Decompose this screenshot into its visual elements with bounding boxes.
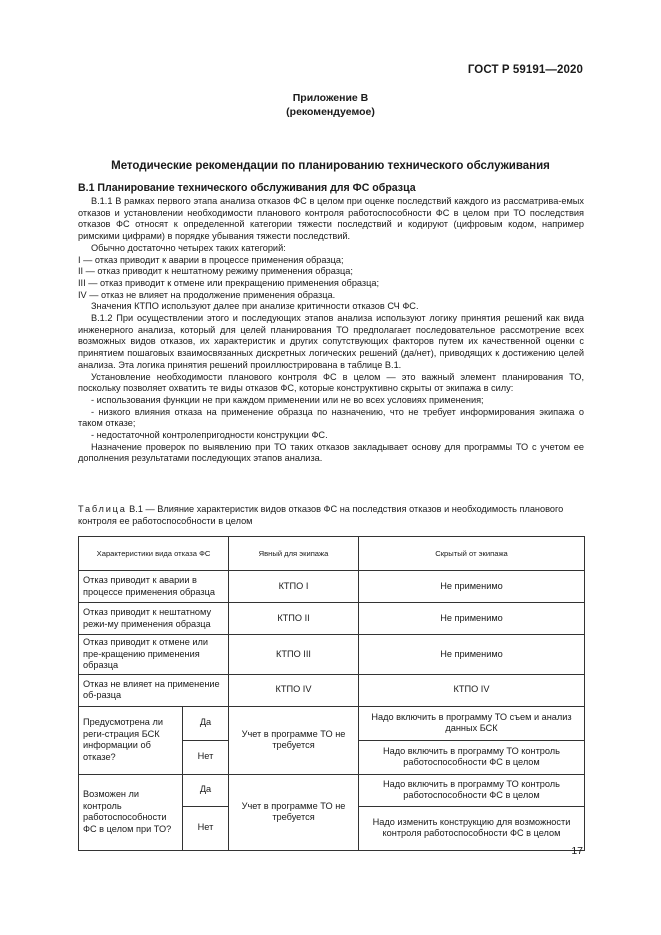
- table-cell: Не применимо: [359, 635, 585, 675]
- table-row: [79, 635, 585, 675]
- table-caption-prefix: Таблица: [78, 504, 127, 514]
- paragraph: В.1.1 В рамках первого этапа анализа отказов ФС в целом при оценке последствий каждого из рассматрива-емых отказов и установлении необходимости планового контроля работоспособности ФС в целом при ТО последствия отказов ФС относят к определенной категории тяжести последствий и кодируют (цифровым кодом, например римскими цифрами) в порядке убывания тяжести последствий.: [78, 196, 584, 242]
- table-cell: Не применимо: [359, 571, 585, 603]
- answer-no: Нет: [183, 806, 229, 850]
- main-title: Методические рекомендации по планированию технического обслуживания: [111, 160, 550, 172]
- table-cell: Отказ не влияет на применение об-разца: [79, 674, 229, 706]
- table-cell: Отказ приводит к отмене или пре-кращению применения образца: [79, 635, 229, 675]
- table-cell: КТПО IV: [359, 674, 585, 706]
- table-cell: Учет в программе ТО не требуется: [229, 774, 359, 850]
- paragraph: В.1.2 При осуществлении этого и последующих этапов анализа используют логику принятия решений как вида инженерного анализа, который для целей планирования ТО предполагает последовательное рассмотрение всех возможных видов отказов, их характеристик и других сопутствующих факторов путем их качественной оценки с принятием пошаговых взаимосвязанных дискретных логических решений (да/нет), приводящих к достижению целей анализа. Эта логика принятия решений проиллюстрирована в таблице В.1.: [78, 313, 584, 370]
- appendix-title: Приложение В: [292, 92, 369, 104]
- table-cell: Надо включить в программу ТО съем и анализ данных БСК: [359, 706, 585, 740]
- category-item: II — отказ приводит к нештатному режиму применения образца;: [78, 266, 353, 277]
- table-row: [79, 774, 585, 806]
- list-item: - недостаточной контролепригодности конструкции ФС.: [91, 430, 328, 441]
- paragraph: Обычно достаточно четырех таких категорий:: [91, 242, 286, 253]
- table-cell: КТПО I: [229, 571, 359, 603]
- table-cell: КТПО II: [229, 603, 359, 635]
- category-item: I — отказ приводит к аварии в процессе применения образца;: [78, 254, 344, 265]
- question-bsk: Предусмотрена ли реги-страция БСК информации об отказе?: [79, 706, 183, 774]
- list-item: - низкого влияния отказа на применение образца по назначению, что не требует информирования экипажа о таком отказе;: [78, 406, 584, 429]
- table-row: [79, 571, 585, 603]
- page-number: 17: [571, 845, 583, 857]
- standard-number: ГОСТ Р 59191—2020: [467, 64, 583, 76]
- table-caption: [78, 503, 584, 527]
- body-text: [78, 196, 584, 465]
- table-caption-text: В.1 — Влияние характеристик видов отказов ФС на последствия отказов и необходимость планового контроля ее работоспособности в целом: [78, 504, 564, 527]
- answer-yes: Да: [183, 706, 229, 740]
- appendix-subtitle: (рекомендуемое): [286, 106, 375, 118]
- table-cell: Отказ приводит к нештатному режи-му применения образца: [79, 603, 229, 635]
- table-cell: Надо включить в программу ТО контроль работоспособности ФС в целом: [359, 774, 585, 806]
- paragraph: Установление необходимости планового контроля ФС в целом — это важный элемент планирования ТО, поскольку позволяет охватить те виды отказов ФС, которые конструктивно скрыты от экипажа в силу:: [78, 371, 584, 394]
- category-item: III — отказ приводит к отмене или прекращению применения образца;: [78, 277, 380, 288]
- table-header-row: [79, 537, 585, 571]
- table-cell: Учет в программе ТО не требуется: [229, 706, 359, 774]
- table-cell: КТПО III: [229, 635, 359, 675]
- table-cell: Не применимо: [359, 603, 585, 635]
- answer-yes: Да: [183, 774, 229, 806]
- category-item: IV — отказ не влияет на продолжение применения образца.: [78, 289, 336, 300]
- failure-table: [78, 536, 585, 851]
- table-cell: Надо включить в программу ТО контроль работоспособности ФС в целом: [359, 740, 585, 774]
- list-item: - использования функции не при каждом применении или не во всех условиях применения;: [91, 394, 484, 405]
- table-cell: Отказ приводит к аварии в процессе применения образца: [79, 571, 229, 603]
- header-characteristics: Характеристики вида отказа ФС: [79, 537, 229, 571]
- paragraph: Назначение проверок по выявлению при ТО таких отказов закладывает основу для программы ТО с учетом ее дополнения результатами последующих этапов анализа.: [78, 441, 584, 464]
- header-hidden: Скрытый от экипажа: [359, 537, 585, 571]
- table-row: [79, 674, 585, 706]
- section-title: В.1 Планирование технического обслуживания для ФС образца: [78, 182, 416, 194]
- answer-no: Нет: [183, 740, 229, 774]
- header-explicit: Явный для экипажа: [229, 537, 359, 571]
- table-row: [79, 706, 585, 740]
- table-row: [79, 603, 585, 635]
- table-cell: КТПО IV: [229, 674, 359, 706]
- paragraph: Значения КТПО используют далее при анализе критичности отказов СЧ ФС.: [91, 301, 419, 312]
- question-control: Возможен ли контроль работоспособности ФС в целом при ТО?: [79, 774, 183, 850]
- table-cell: Надо изменить конструкцию для возможности контроля работоспособности ФС в целом: [359, 806, 585, 850]
